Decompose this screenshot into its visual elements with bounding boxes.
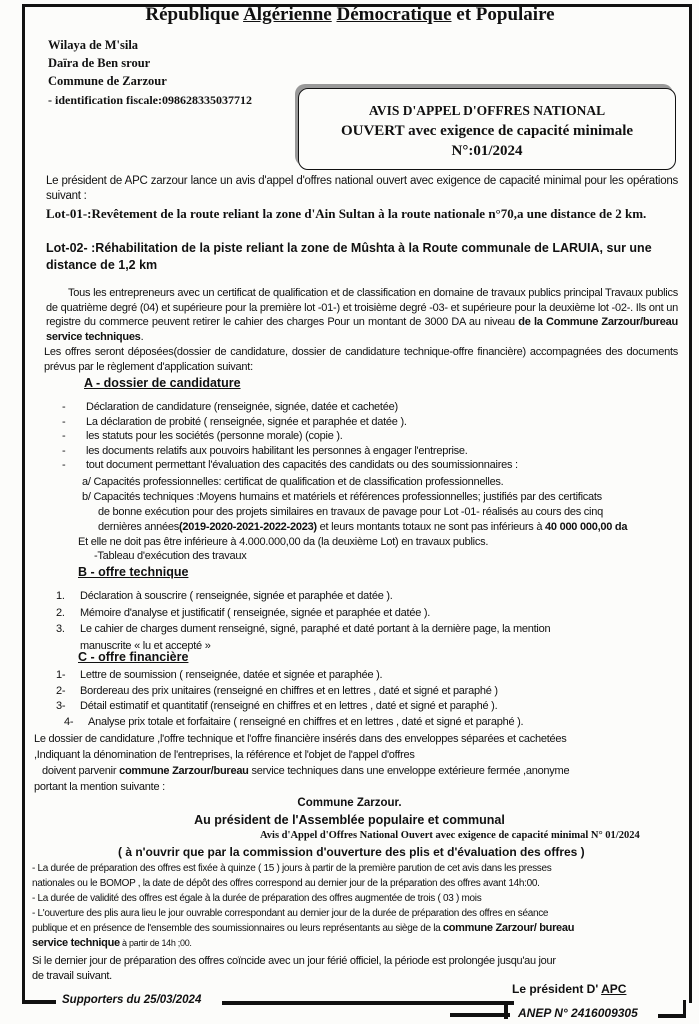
- mention-commune: Commune Zarzour.: [297, 797, 402, 809]
- commune: Commune de Zarzour: [48, 74, 167, 88]
- capacites-professionnelles: a/ Capacités professionnelles: certificat de qualification et de classification professionnelles.: [82, 476, 504, 488]
- bullet: -: [62, 401, 66, 413]
- list-item: [56, 605, 550, 622]
- item-text: les statuts pour les sociétés (personne morale) (copie ).: [86, 430, 343, 442]
- text-bold: commune Zarzour/ bureau: [442, 922, 575, 934]
- bullet: -: [62, 444, 66, 457]
- footer-rule: [683, 1000, 686, 1018]
- text-line: ,Indiquant la dénomination de l'entreprises, la référence et l'objet de l'appel d'offres: [34, 749, 415, 761]
- footer-rule: [222, 1001, 514, 1005]
- text-line: - La durée de préparation des offres est fixée à quinze ( 15 ) jours à partir de la première parution de cet avis dans les presses: [32, 863, 552, 874]
- list-item: [62, 458, 518, 473]
- text: publique et en présence de l'ensemble des soumissionnaires ou leurs représentants au siège de la: [32, 923, 443, 934]
- section-c-list: [56, 668, 523, 730]
- text-line: Si le dernier jour de préparation des offres coïncide avec un jour férié officiel, la période est prolongée jusqu'au jour: [32, 955, 556, 967]
- years: (2019-2020-2021-2022-2023): [179, 521, 317, 533]
- item-number: 2-: [56, 684, 66, 697]
- section-c-heading: C - offre financière: [78, 650, 189, 664]
- mention-president: Au président de l'Assemblée populaire et communal: [194, 813, 505, 827]
- item-text: Le cahier de charges dument renseigné, signé, paraphé et daté portant à la dernière page, la mention: [80, 623, 551, 635]
- amount: 40 000 000,00 da: [545, 521, 628, 533]
- list-item: [62, 444, 518, 459]
- item-text: Déclaration à souscrire ( renseignée, signée et paraphée et datée ).: [80, 590, 393, 602]
- list-item: [56, 621, 550, 638]
- item-text: les documents relatifs aux pouvoirs habilitant les personnes à engager l'entreprise.: [86, 444, 468, 457]
- anep-number: ANEP N° 2416009305: [518, 1006, 638, 1020]
- notice-title-box: [298, 88, 676, 170]
- text-line: Le dossier de candidature ,l'offre technique et l'offre financière insérés dans des enveloppes séparées et cachetées: [34, 733, 567, 745]
- item-text: Mémoire d'analyse et justificatif ( renseignée, signée et paraphée et datée ).: [80, 606, 431, 619]
- mention-commission: ( à n'ouvrir que par la commission d'ouverture des plis et d'évaluation des offres ): [118, 845, 585, 859]
- section-b-heading: B - offre technique: [78, 565, 189, 579]
- item-number: 1-: [56, 669, 66, 681]
- footer-rule: [22, 1000, 56, 1004]
- text-line: [32, 921, 574, 936]
- list-item: [62, 415, 518, 430]
- signature: [512, 982, 626, 996]
- item-text: Déclaration de candidature (renseignée, signée, datée et cachetée): [86, 401, 398, 413]
- capacites-techniques: b/ Capacités techniques :Moyens humains et matériels et références professionnelles; justifiés par des certificats: [82, 491, 602, 503]
- intro-paragraph: Le président de APC zarzour lance un avis d'appel d'offres national ouvert avec exigence de capacité minimal pour les opérations suivant :: [46, 175, 678, 202]
- item-number: 2.: [56, 606, 65, 619]
- lot-01: Lot-01-:Revêtement de la route reliant la zone d'Ain Sultan à la route nationale n°70,a une distance de 2 km.: [46, 206, 647, 221]
- item-text: Lettre de soumission ( renseignée, datée et signée et paraphée ).: [80, 669, 383, 681]
- list-item: [56, 684, 523, 700]
- item-text: manuscrite « lu et accepté »: [80, 639, 211, 652]
- item-text: Analyse prix totale et forfaitaire ( renseigné en chiffres et en lettres , daté et signé et paraphé ).: [88, 715, 524, 728]
- mention-avis: Avis d'Appel d'Offres National Ouvert avec exigence de capacité minimal N° 01/2024: [260, 830, 640, 841]
- list-item: [56, 699, 523, 715]
- text-line: - La durée de validité des offres est égale à la durée de préparation des offres augmentée de trois ( 03 ) mois: [32, 893, 482, 904]
- item-number: 3-: [56, 700, 66, 712]
- item-text: La déclaration de probité ( renseignée, signée et paraphée et datée ).: [86, 415, 407, 428]
- item-number: 1.: [56, 590, 65, 602]
- text-line: de travail suivant.: [32, 970, 112, 982]
- item-number: 3.: [56, 623, 65, 635]
- item-text: Bordereau des prix unitaires (renseigné en chiffres et en lettres , daté et signé et paraphé ): [80, 684, 498, 697]
- tableau-execution: -Tableau d'exécution des travaux: [94, 550, 247, 562]
- fiscal-id: - identification fiscale:098628335037712: [48, 93, 252, 107]
- text-line: portant la mention suivante :: [34, 781, 165, 793]
- offers-paragraph: Les offres seront déposées(dossier de candidature, dossier de candidature technique-offre financière) accompagnées des documents prévus par le règlement d'application suivant:: [44, 346, 678, 373]
- wilaya: Wilaya de M'sila: [48, 38, 139, 52]
- title-text: République: [145, 4, 244, 25]
- text: et leurs montants totaux ne sont pas inférieurs à: [316, 521, 546, 533]
- text-bold: service technique: [32, 937, 120, 949]
- text: à partir de 14h ;00.: [119, 938, 192, 948]
- supporters-date: Supporters du 25/03/2024: [62, 994, 202, 1006]
- section-b-list: [56, 588, 550, 654]
- list-item: [62, 400, 518, 415]
- text: doivent parvenir: [42, 765, 120, 777]
- footer-rule: [450, 1013, 510, 1017]
- text: service techniques dans une enveloppe extérieure fermée ,anonyme: [248, 765, 570, 777]
- bullet: -: [62, 415, 66, 428]
- title-text: Démocratique: [336, 4, 452, 25]
- daira: Daïra de Ben srour: [48, 56, 151, 70]
- capacites-techniques-cont: de bonne exécution pour des projets similaires en travaux de pavage pour Lot -01- réalisés au cours des cinq: [98, 506, 603, 518]
- text-line: [34, 763, 569, 779]
- footer-rule: [658, 1014, 686, 1018]
- title-text: et Populaire: [451, 4, 555, 25]
- item-number: 4-: [64, 715, 74, 728]
- bullet: -: [62, 430, 66, 442]
- list-item: [62, 429, 518, 444]
- notice-line-1: AVIS D'APPEL D'OFFRES NATIONAL: [368, 103, 606, 118]
- notice-number: N°:01/2024: [451, 143, 523, 159]
- text: dernières années: [98, 521, 180, 533]
- lot-02: Lot-02- :Réhabilitation de la piste reliant la zone de Mûshta à la Route communale de LARUIA, sur une distance de 1,2 km: [46, 241, 652, 272]
- lot2-minimum: Et elle ne doit pas être inférieure à 4.000.000,00 da (la deuxième Lot) en travaux publics.: [78, 536, 489, 548]
- list-item: [56, 588, 550, 605]
- capacites-techniques-amounts: [98, 520, 627, 535]
- signature-text: Le président D': [512, 982, 602, 996]
- title-text: Algérienne: [243, 4, 332, 25]
- eligibility-paragraph: [46, 286, 678, 344]
- conditions: [32, 861, 574, 984]
- text-line: [32, 936, 574, 951]
- item-text: tout document permettant l'évaluation des capacités des candidats ou des soumissionnaires :: [86, 459, 518, 471]
- text-bold: commune Zarzour/bureau: [119, 765, 249, 777]
- section-a-list: [62, 400, 518, 473]
- text-line: nationales ou le BOMOP , la date de dépôt des offres correspond au dernier jour de la préparation des offres avant 14h:00.: [32, 878, 540, 889]
- list-item: [56, 715, 523, 731]
- notice-line-2: OUVERT avec exigence de capacité minimale: [340, 123, 634, 139]
- paragraph-text: Tous les entrepreneurs avec un certificat de qualification et de classification en domaine de travaux publics principal Travaux publics de quatrième degré (04) et supérieure pour la première lot -01-) et troisième degré -03- et supérieure pour la deuxième lot -02-. Ils ont un registre du commerce peuvent retirer le cahier des charges Pour un montant de 3000 DA au niveau: [46, 287, 678, 328]
- bullet: -: [62, 459, 66, 471]
- item-text: Détail estimatif et quantitatif (renseigné en chiffres et en lettres , daté et signé et paraphé ).: [80, 700, 498, 712]
- republic-title: [40, 4, 660, 26]
- text-line: - L'ouverture des plis aura lieu le jour ouvrable correspondant au dernier jour de la durée de préparation des offres en séance: [32, 908, 549, 919]
- envelope-instructions: [34, 731, 569, 795]
- signature-apc: APC: [601, 982, 627, 996]
- paragraph-bold: de la Commune Zarzour/bureau service techniques: [46, 316, 678, 343]
- paragraph-text: .: [140, 330, 144, 343]
- list-item: [56, 668, 523, 684]
- section-a-heading: A - dossier de candidature: [84, 376, 241, 390]
